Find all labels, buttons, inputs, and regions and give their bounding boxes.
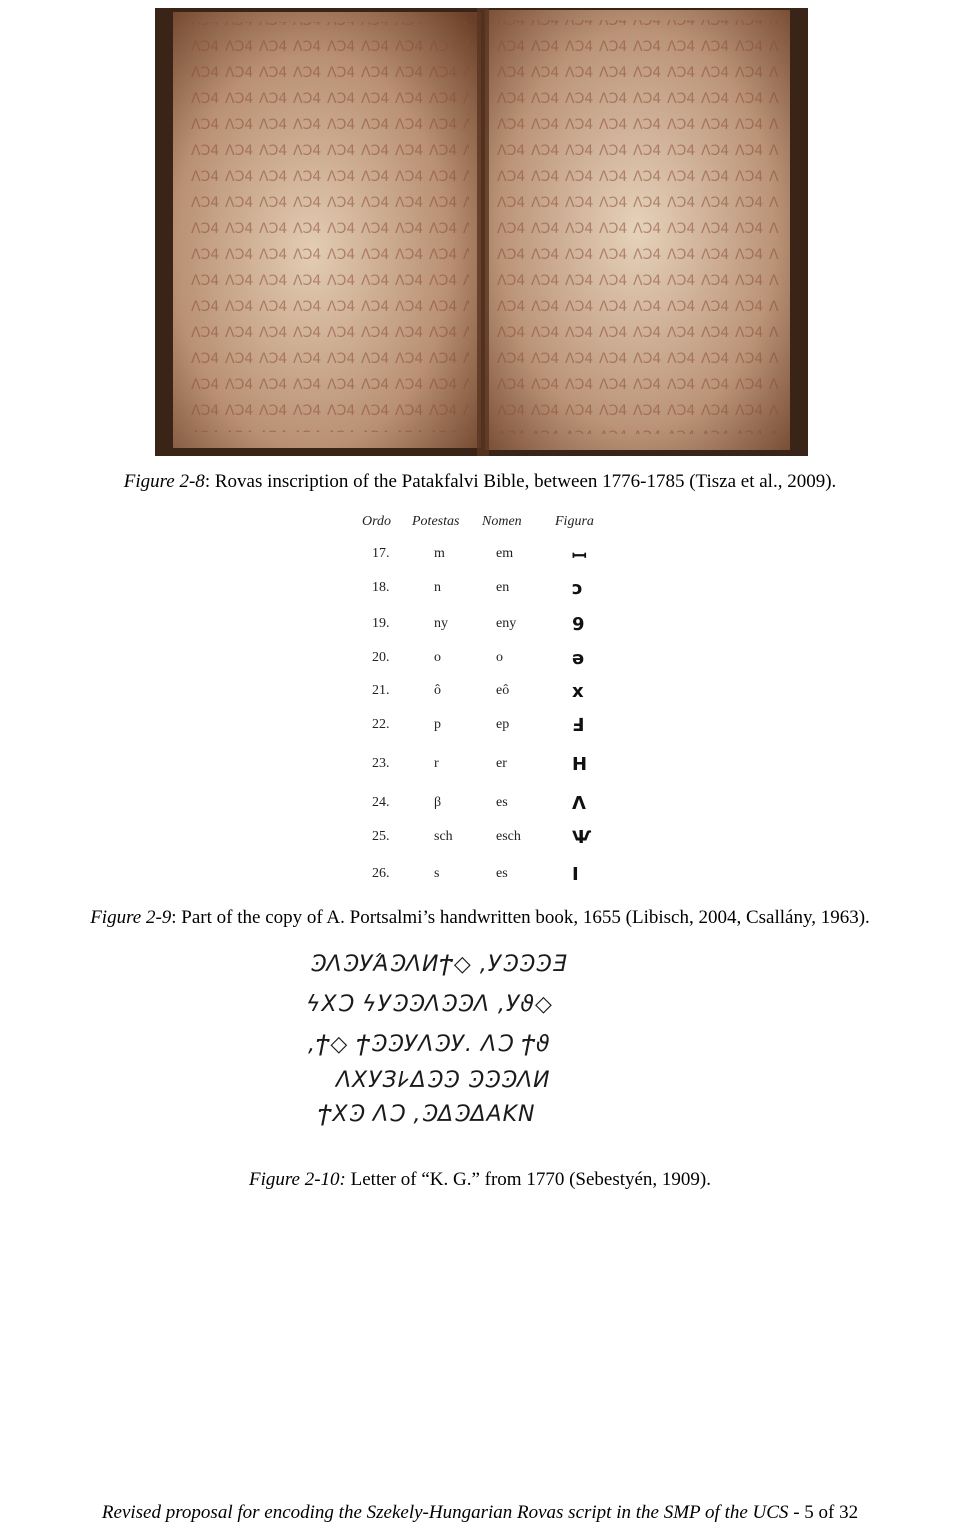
figura-glyph: ꟷ (572, 546, 587, 567)
table-row (352, 683, 612, 711)
potestas-cell: s (434, 866, 440, 881)
ordo-cell: 22. (372, 717, 390, 732)
figura-glyph: ɔ (572, 578, 583, 599)
table-row (352, 829, 612, 857)
potestas-cell: sch (434, 829, 453, 844)
nomen-cell: eny (496, 616, 517, 631)
figura-glyph: ə (572, 648, 585, 669)
potestas-cell: r (434, 756, 439, 771)
footer-title: Revised proposal for encoding the Szekely-Hungarian Rovas script in the SMP of the UCS (101, 1502, 789, 1523)
ordo-cell: 24. (372, 795, 390, 810)
figure-2-8-label: Figure 2-8 (123, 471, 205, 492)
page-footer (0, 1502, 960, 1524)
figure-2-10-caption (0, 1168, 960, 1192)
table-row (352, 717, 612, 745)
table-header-ordo: Ordo (362, 514, 392, 529)
figura-glyph: 9 (572, 614, 585, 635)
letter-handwriting-image (300, 948, 670, 1148)
figure-2-8-text: : Rovas inscription of the Patakfalvi Bible, between 1776-1785 (Tisza et al., 2009). (204, 471, 837, 492)
nomen-cell: es (496, 795, 508, 810)
figura-glyph: Ⅎ (572, 715, 585, 736)
nomen-cell: em (496, 546, 514, 561)
table-row (352, 756, 612, 784)
nomen-cell: ep (496, 717, 510, 732)
nomen-cell: esch (496, 829, 521, 844)
figura-glyph: Λ (572, 793, 586, 814)
figura-glyph: I (572, 864, 579, 885)
bible-photo-drawing (155, 8, 808, 456)
nomen-cell: er (496, 756, 507, 771)
table-row (352, 866, 612, 894)
nomen-cell: eô (496, 683, 510, 698)
table-row (352, 546, 612, 574)
nomen-cell: o (496, 650, 503, 665)
table-header-potestas: Potestas (412, 514, 460, 529)
ordo-cell: 17. (372, 546, 390, 561)
figure-2-9-label: Figure 2-9 (90, 907, 172, 928)
ordo-cell: 23. (372, 756, 390, 771)
figure-2-10-text: Letter of “K. G.” from 1770 (Sebestyén, 1909). (345, 1169, 712, 1190)
nomen-cell: en (496, 580, 510, 595)
table-row (352, 650, 612, 678)
potestas-cell: ô (434, 683, 441, 698)
table-header-nomen: Nomen (482, 514, 522, 529)
potestas-cell: p (434, 717, 441, 732)
figura-glyph: Ѱ (572, 827, 592, 848)
ordo-cell: 20. (372, 650, 390, 665)
nomen-cell: es (496, 866, 508, 881)
table-header-figura: Figura (555, 514, 594, 529)
figura-glyph: H (572, 754, 588, 775)
table-row (352, 616, 612, 644)
handwriting-line: ϟXϽ ϟУϿϿΛϿϿΛ ,Уϑ◇ (306, 992, 553, 1017)
handwriting-line: ϮXϿ ΛϽ ,ϿΔϿΔΑKN (318, 1102, 536, 1127)
footer-page-number: - 5 of 32 (788, 1502, 859, 1523)
potestas-cell: o (434, 650, 441, 665)
figure-2-10-label: Figure 2-10: (248, 1169, 346, 1190)
ordo-cell: 21. (372, 683, 390, 698)
handwriting-line: ϿΛϿУΆϿΛИϮ◇ ,УϿϿϿƎ (310, 952, 567, 977)
ordo-cell: 26. (372, 866, 390, 881)
handwriting-line: ,Ϯ◇ ϮϿϿУΛϿУ. ΛϽ Ϯϑ (308, 1032, 551, 1057)
ordo-cell: 18. (372, 580, 390, 595)
table-row (352, 580, 612, 608)
figure-2-9-text: : Part of the copy of A. Portsalmi’s handwritten book, 1655 (Libisch, 2004, Csallány, 1963). (171, 907, 870, 928)
potestas-cell: m (434, 546, 445, 561)
ordo-cell: 25. (372, 829, 390, 844)
bible-photo (155, 8, 808, 456)
figure-2-8-caption (0, 470, 960, 494)
potestas-cell: n (434, 580, 441, 595)
table-row (352, 795, 612, 823)
portsalmi-table (352, 508, 612, 892)
handwriting-line: ΛXУЗ𐌋ΔϿϿ ϿϿϿΛИ (336, 1068, 551, 1093)
ordo-cell: 19. (372, 616, 390, 631)
potestas-cell: ny (434, 616, 448, 631)
figura-glyph: x (572, 681, 584, 702)
figure-2-9-caption (0, 906, 960, 930)
potestas-cell: β (434, 795, 442, 810)
